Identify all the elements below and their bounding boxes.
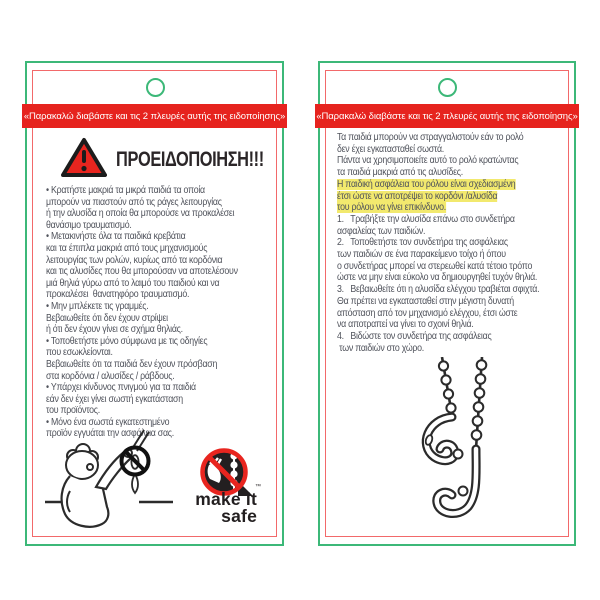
notice-banner-text: «Παρακαλώ διαβάστε και τις 2 πλευρές αυτής της ειδοποίησης» bbox=[316, 110, 578, 122]
notice-banner bbox=[22, 104, 287, 128]
logo-trademark-glyph: ™ bbox=[255, 484, 261, 490]
warning-triangle-icon bbox=[61, 137, 107, 183]
warning-header bbox=[61, 137, 305, 183]
chain-tensioner-illustration bbox=[406, 357, 506, 538]
warning-heading: ΠΡΟΕΙΔΟΠΟΙΗΣΗ!!! bbox=[116, 148, 264, 171]
warning-tag-front bbox=[25, 61, 284, 546]
notice-banner-text: «Παρακαλώ διαβάστε και τις 2 πλευρές αυτής της ειδοποίησης» bbox=[23, 110, 286, 122]
notice-banner bbox=[315, 104, 579, 128]
child-cord-warning-illustration bbox=[45, 429, 173, 538]
installation-steps: 1. Τραβήξτε την αλυσίδα επάνω στο συνδετήρα ασφαλείας των παιδιών. 2. Τοποθετήστε τον συνδετήρα της ασφάλειας των παιδιών σε ένα παρακείμενο τοίχο ή όπου ο συνδετήρας μπορεί να στερεωθεί κατά τέτοιο τρόπο ώστε να μην είναι εύκολο να δημιουργηθεί τυχόν θηλιά. 3. Βεβαιωθείτε ότι η αλυσίδα ελέγχου τραβιέται σφιχτά. Θα πρέπει να εγκατασταθεί στην μέγιστη δυνατή απόσταση από τον μηχανισμό ελέγχου, έτσι ώστε να αποτραπεί να γίνει το σχοινί θηλιά. 4. Βιδώστε τον συνδετήρα της ασφάλειας των παιδιών στο χώρο. bbox=[337, 213, 540, 354]
instructions-text bbox=[337, 132, 539, 354]
warning-body-text: • Κρατήστε μακριά τα μικρά παιδιά τα οποία μπορούν να πιαστούν από τις ράγες λειτουργίας ή την αλυσίδα η οποία θα μπορούσε να προκαλέσει θανάσιμο τραυματισμό. • Μετακινήστε όλα τα παιδικά κρεβάτια και τα έπιπλα μακριά από τους μηχανισμούς λειτουργίας των ρολών, κυρίως από τα κορδόνια και τις αλυσίδες που θα μπορούσαν να αποτελέσουν μιά θηλιά γύρω από το λαιμό του παιδιού και να προκαλέσει θανατηφόρο τραυματισμό. • Μην μπλέκετε τις γραμμές. Βεβαιωθείτε ότι δεν έχουν στρίψει ή ότι δεν έχουν γίνει σε σχήμα θηλιάς. • Τοποθετήστε μόνο σύμφωνα με τις οδηγίες που εσωκλείονται. Βεβαιωθείτε ότι τα παιδιά δεν έχουν πρόσβαση στα κορδόνια / αλυσίδες / ράβδους. • Υπάρχει κίνδυνος πνιγμού για τα παιδιά εάν δεν έχει γίνει σωστή εγκατάσταση του προϊόντος. • Μόνο ένα σωστά εγκατεστημένο προϊόν εγγυάται την ασφάλεια σας. bbox=[46, 185, 238, 440]
intro-text: Τα παιδιά μπορούν να στραγγαλιστούν εάν το ρολό δεν έχει εγκατασταθεί σωστά. Πάντα να χρησιμοποιείτε αυτό το ρολό κρατώντας τα παιδιά μακριά από τις αλυσίδες. bbox=[337, 132, 524, 179]
punch-hole-icon bbox=[146, 78, 165, 97]
warning-tag-back bbox=[318, 61, 576, 546]
punch-hole-icon bbox=[438, 78, 457, 97]
highlighted-safety-text: Η παιδική ασφάλεια του ρόλου είναι σχεδιασμένη έτσι ώστε να αποτρέψει το κορδόνι /αλυσίδα του ρόλου να γίνει επικίνδυνο. bbox=[337, 178, 516, 214]
make-it-safe-wordmark: make it safe bbox=[195, 489, 257, 526]
